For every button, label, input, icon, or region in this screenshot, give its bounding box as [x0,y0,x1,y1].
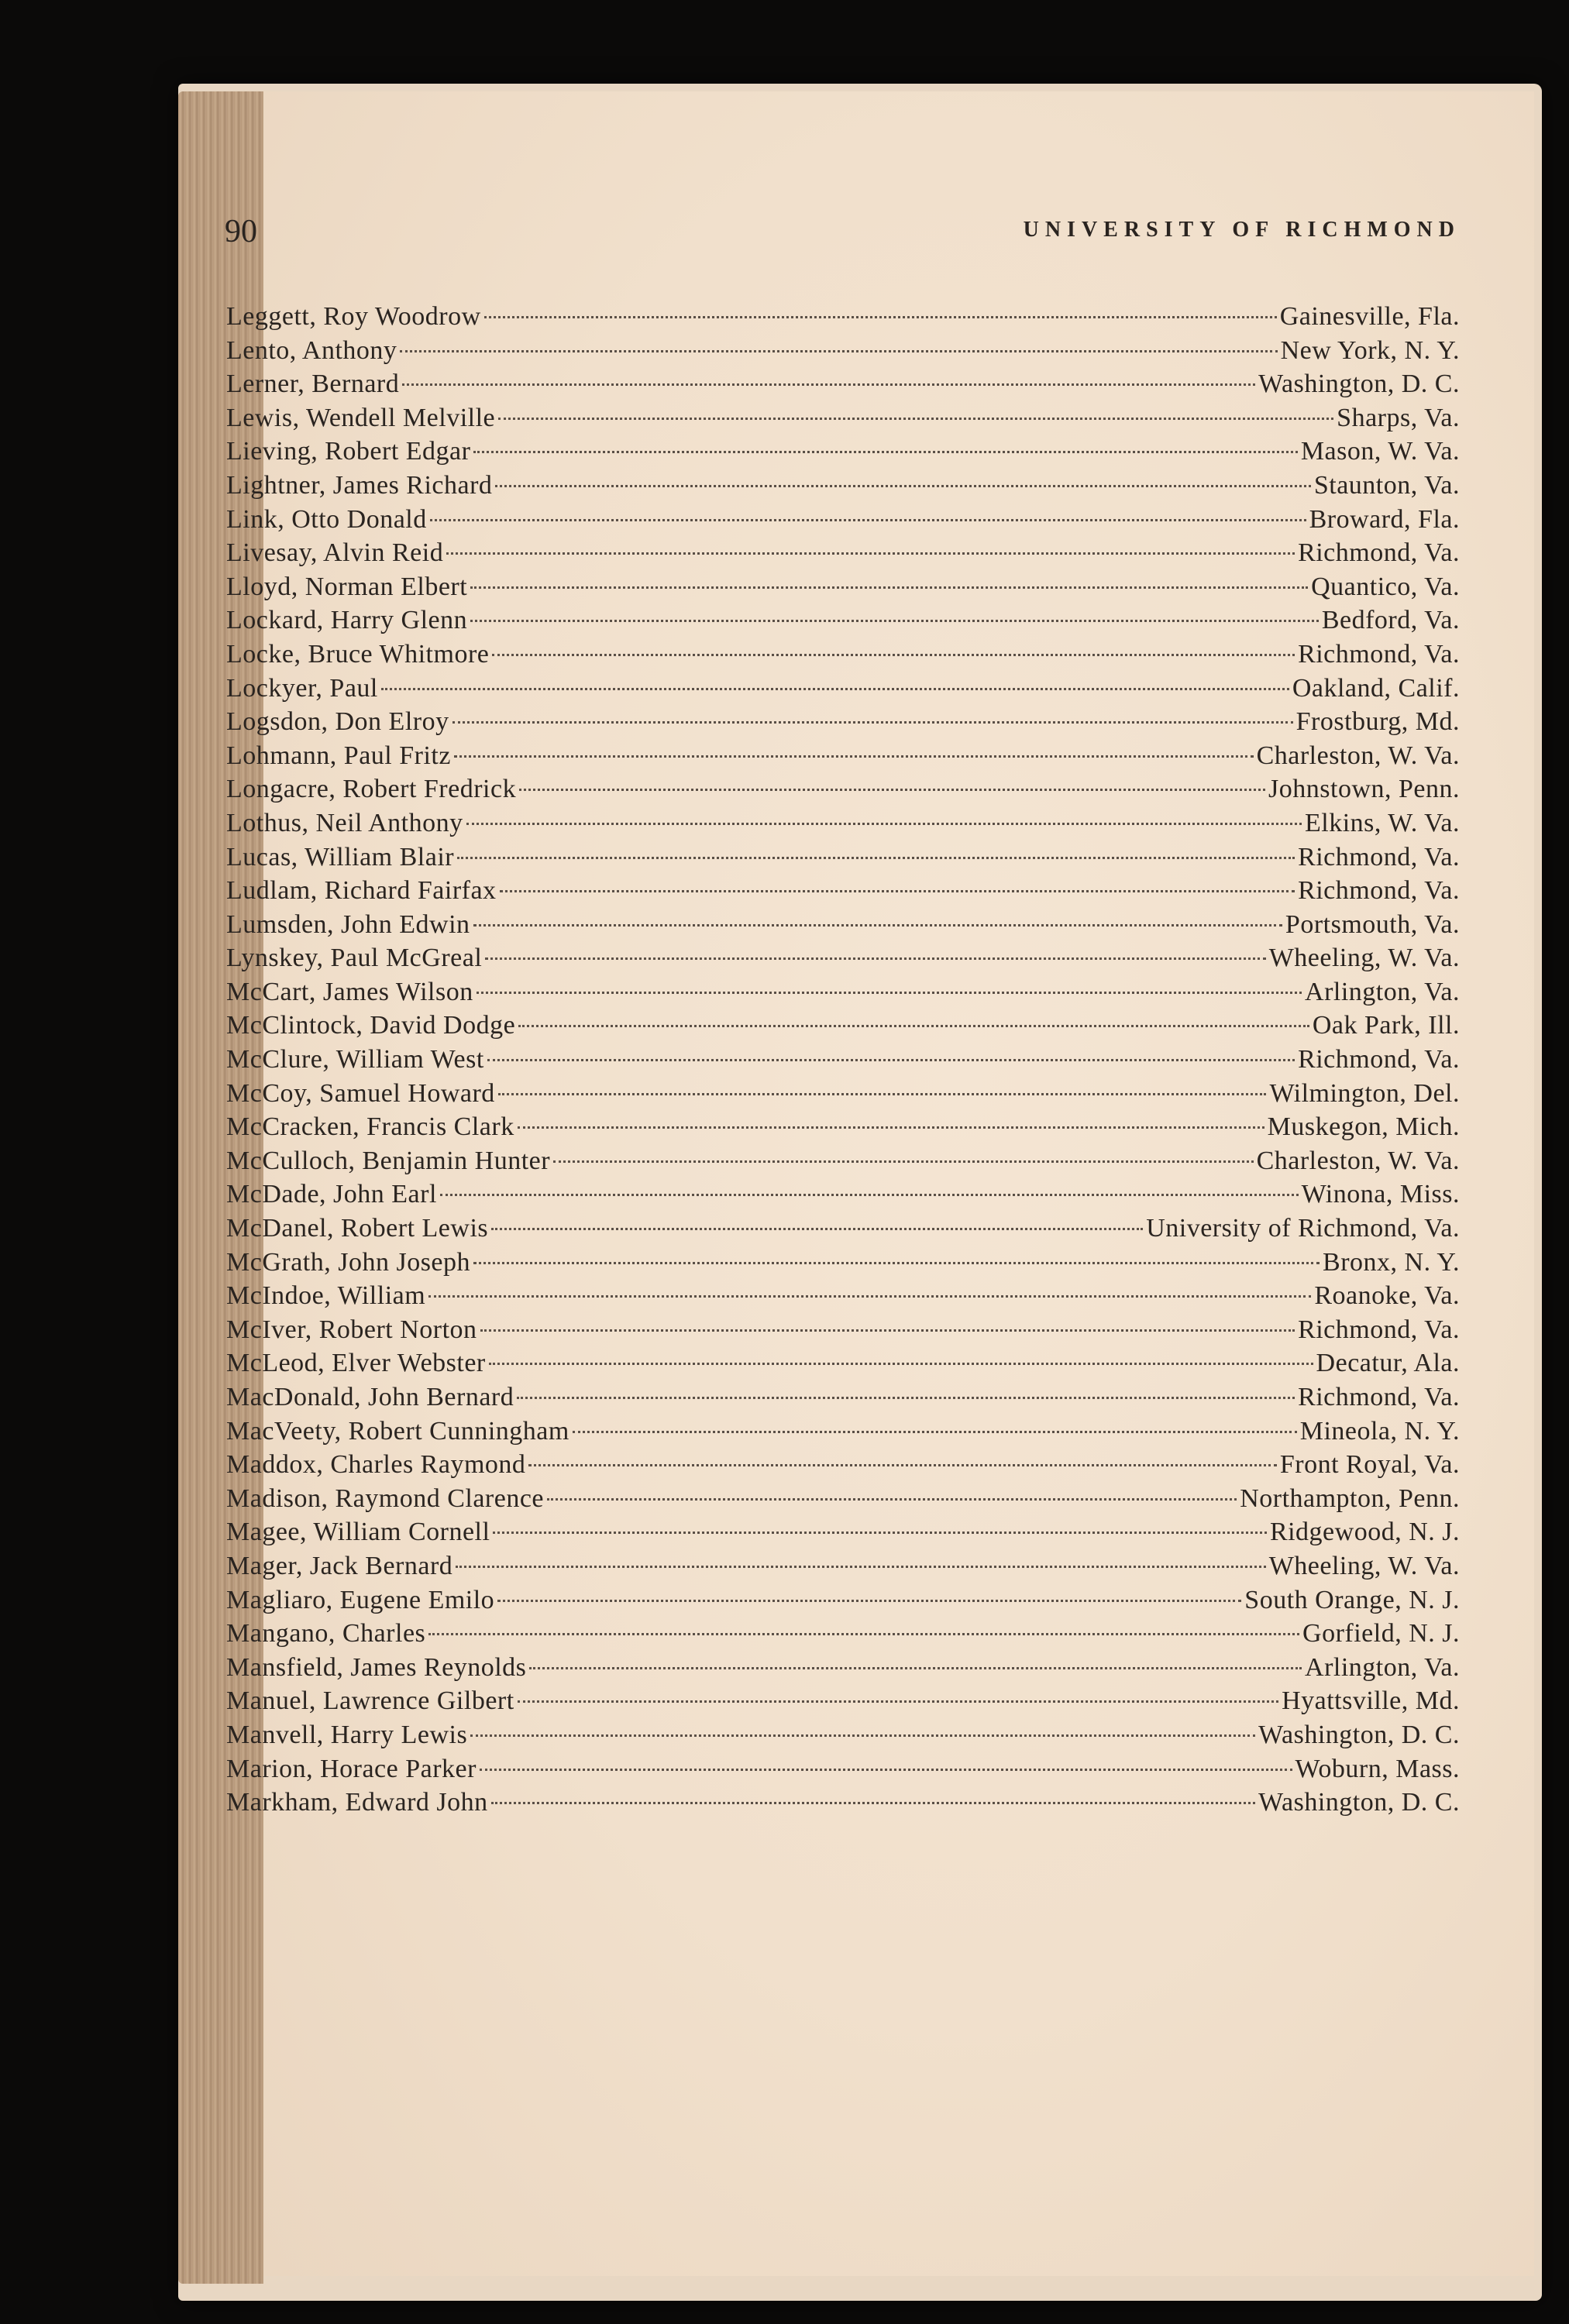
student-name: MacDonald, John Bernard [226,1383,514,1411]
hometown: Washington, D. C. [1258,1788,1460,1817]
dot-leader [518,1126,1264,1129]
hometown: Washington, D. C. [1258,370,1460,399]
student-name: McCracken, Francis Clark [226,1112,514,1142]
student-name: Manuel, Lawrence Gilbert [226,1686,514,1716]
dot-leader [466,823,1302,825]
list-item [226,876,1460,910]
list-item [226,437,1460,471]
dot-leader [529,1667,1302,1669]
student-name: Link, Otto Donald [226,504,427,534]
list-item [226,707,1460,741]
dot-leader [498,1093,1267,1095]
dot-leader [473,451,1297,453]
dot-leader [498,418,1333,420]
student-name: McIver, Robert Norton [226,1315,477,1344]
student-name: Lockyer, Paul [226,673,378,703]
dot-leader [440,1194,1299,1196]
dot-leader [470,586,1308,589]
hometown: Gainesville, Fla. [1279,302,1460,331]
list-item [226,1349,1460,1383]
hometown: Richmond, Va. [1298,538,1460,568]
dot-leader [495,485,1310,487]
list-item [226,1281,1460,1315]
student-name: Markham, Edward John [226,1788,488,1817]
hometown: Sharps, Va. [1337,403,1460,432]
dot-leader [400,350,1277,352]
hometown: Richmond, Va. [1298,639,1460,669]
hometown: Washington, D. C. [1258,1720,1460,1749]
student-name: Magee, William Cornell [226,1518,490,1547]
student-name: Logsdon, Don Elroy [226,707,449,737]
hometown: Mineola, N. Y. [1299,1416,1460,1446]
hometown: Frostburg, Md. [1295,707,1460,737]
hometown: Winona, Miss. [1301,1180,1460,1209]
hometown: Charleston, W. Va. [1256,1146,1460,1175]
hometown: Elkins, W. Va. [1304,808,1460,837]
hometown: Bronx, N. Y. [1323,1247,1460,1277]
student-name: Leggett, Roy Woodrow [226,302,481,331]
dot-leader [500,890,1295,892]
hometown: Portsmouth, Va. [1285,909,1460,939]
dot-leader [381,688,1289,690]
hometown: Quantico, Va. [1311,572,1460,601]
student-name: Lothus, Neil Anthony [226,808,463,837]
list-item [226,471,1460,505]
dot-leader [491,1228,1143,1230]
hometown: Staunton, Va. [1313,470,1460,500]
hometown: Northampton, Penn. [1240,1483,1460,1513]
student-name: Maddox, Charles Raymond [226,1450,526,1480]
hometown: Wilmington, Del. [1269,1078,1460,1108]
list-item [226,302,1460,336]
list-item [226,1112,1460,1147]
running-head: UNIVERSITY OF RICHMOND [1023,218,1461,242]
dot-leader [477,992,1302,994]
dot-leader [573,1431,1297,1433]
student-name: Lightner, James Richard [226,470,493,500]
dot-leader [492,654,1295,656]
dot-leader [452,721,1293,724]
hometown: Ridgewood, N. J. [1269,1518,1460,1547]
list-item [226,404,1460,438]
dot-leader [517,1397,1295,1399]
hometown: Oakland, Calif. [1292,673,1460,703]
list-item [226,505,1460,539]
hometown: Wheeling, W. Va. [1268,1551,1460,1580]
list-item [226,1484,1460,1518]
student-directory-list [226,302,1460,1822]
student-name: McCulloch, Benjamin Hunter [226,1146,551,1175]
hometown: Roanoke, Va. [1314,1281,1460,1311]
list-item [226,1383,1460,1417]
hometown: Woburn, Mass. [1295,1754,1460,1783]
list-item [226,1045,1460,1079]
list-item [226,1315,1460,1349]
list-item [226,1450,1460,1484]
list-item [226,843,1460,877]
list-item [226,370,1460,404]
student-name: McClure, William West [226,1045,484,1074]
list-item [226,775,1460,809]
list-item [226,1079,1460,1113]
dot-leader [473,1262,1320,1264]
student-name: Lynskey, Paul McGreal [226,944,483,973]
dot-leader [497,1600,1241,1602]
hometown: Bedford, Va. [1321,606,1460,635]
student-name: Lockard, Harry Glenn [226,606,468,635]
dot-leader [457,857,1295,859]
dot-leader [553,1160,1253,1163]
page-number: 90 [225,214,257,249]
hometown: Johnstown, Penn. [1268,775,1460,804]
student-name: Madison, Raymond Clarence [226,1483,545,1513]
student-name: Lumsden, John Edwin [226,909,470,939]
hometown: Oak Park, Ill. [1312,1011,1460,1040]
list-item [226,944,1460,978]
student-name: Mager, Jack Bernard [226,1551,453,1580]
hometown: Muskegon, Mich. [1267,1112,1460,1142]
dot-leader [480,1769,1292,1771]
list-item [226,1147,1460,1181]
student-name: Ludlam, Richard Fairfax [226,876,497,906]
student-name: Lieving, Robert Edgar [226,437,471,466]
hometown: Wheeling, W. Va. [1268,944,1460,973]
student-name: Lucas, William Blair [226,842,455,871]
list-item [226,1788,1460,1822]
dot-leader [518,1700,1278,1703]
list-item [226,1755,1460,1789]
student-name: Lloyd, Norman Elbert [226,572,468,601]
student-name: Marion, Horace Parker [226,1754,477,1783]
dot-leader [491,1802,1256,1804]
hometown: Richmond, Va. [1298,876,1460,906]
dot-leader [446,552,1295,555]
list-item [226,1518,1460,1552]
list-item [226,1248,1460,1282]
student-name: Lerner, Bernard [226,370,400,399]
list-item [226,910,1460,944]
list-item [226,1214,1460,1248]
student-name: McLeod, Elver Webster [226,1349,486,1378]
list-item [226,1721,1460,1755]
hometown: Broward, Fla. [1309,504,1460,534]
list-item [226,741,1460,775]
dot-leader [519,789,1265,791]
list-item [226,606,1460,640]
list-item [226,1011,1460,1045]
list-item [226,1417,1460,1451]
dot-leader [470,620,1319,622]
hometown: New York, N. Y. [1280,335,1460,365]
hometown: Richmond, Va. [1298,842,1460,871]
student-name: Mansfield, James Reynolds [226,1652,527,1682]
dot-leader [487,1059,1295,1061]
hometown: Richmond, Va. [1298,1383,1460,1411]
list-item [226,674,1460,708]
list-item [226,1586,1460,1620]
student-name: MacVeety, Robert Cunningham [226,1416,569,1446]
dot-leader [518,1025,1309,1027]
student-name: McIndoe, William [226,1281,426,1311]
list-item [226,1653,1460,1687]
list-item [226,538,1460,572]
hometown: Richmond, Va. [1298,1315,1460,1344]
student-name: Longacre, Robert Fredrick [226,775,517,804]
student-name: McGrath, John Joseph [226,1247,471,1277]
list-item [226,1180,1460,1214]
dot-leader [473,924,1282,927]
dot-leader [547,1498,1237,1501]
list-item [226,572,1460,607]
hometown: University of Richmond, Va. [1146,1214,1460,1243]
dot-leader [528,1464,1276,1466]
student-name: Locke, Bruce Whitmore [226,639,490,669]
student-name: McDade, John Earl [226,1180,437,1209]
hometown: Front Royal, Va. [1279,1450,1460,1480]
student-name: McClintock, David Dodge [226,1011,516,1040]
student-name: McCart, James Wilson [226,977,473,1006]
dot-leader [430,519,1306,521]
student-name: Mangano, Charles [226,1619,426,1648]
hometown: Richmond, Va. [1298,1045,1460,1074]
hometown: Arlington, Va. [1305,977,1460,1006]
hometown: Mason, W. Va. [1300,437,1460,466]
dot-leader [470,1734,1255,1737]
list-item [226,1686,1460,1721]
dot-leader [484,316,1277,318]
hometown: Arlington, Va. [1305,1652,1460,1682]
student-name: Lento, Anthony [226,335,397,365]
student-name: McDanel, Robert Lewis [226,1214,489,1243]
hometown: South Orange, N. J. [1244,1585,1460,1614]
dot-leader [493,1532,1267,1534]
student-name: McCoy, Samuel Howard [226,1078,495,1108]
list-item [226,640,1460,674]
list-item [226,1552,1460,1586]
hometown: Decatur, Ala. [1316,1349,1460,1378]
dot-leader [489,1363,1313,1365]
dot-leader [428,1633,1299,1635]
dot-leader [428,1295,1311,1298]
dot-leader [456,1566,1265,1568]
dot-leader [485,957,1265,960]
hometown: Hyattsville, Md. [1282,1686,1460,1716]
dot-leader [454,755,1254,758]
student-name: Lewis, Wendell Melville [226,403,496,432]
student-name: Manvell, Harry Lewis [226,1720,468,1749]
page-header [225,213,1461,267]
student-name: Livesay, Alvin Reid [226,538,444,568]
list-item [226,336,1460,370]
dot-leader [480,1329,1295,1332]
hometown: Charleston, W. Va. [1256,741,1460,770]
dot-leader [402,383,1255,386]
list-item [226,1619,1460,1653]
student-name: Lohmann, Paul Fritz [226,741,451,770]
list-item [226,809,1460,843]
student-name: Magliaro, Eugene Emilo [226,1585,495,1614]
hometown: Gorfield, N. J. [1302,1619,1460,1648]
list-item [226,978,1460,1012]
